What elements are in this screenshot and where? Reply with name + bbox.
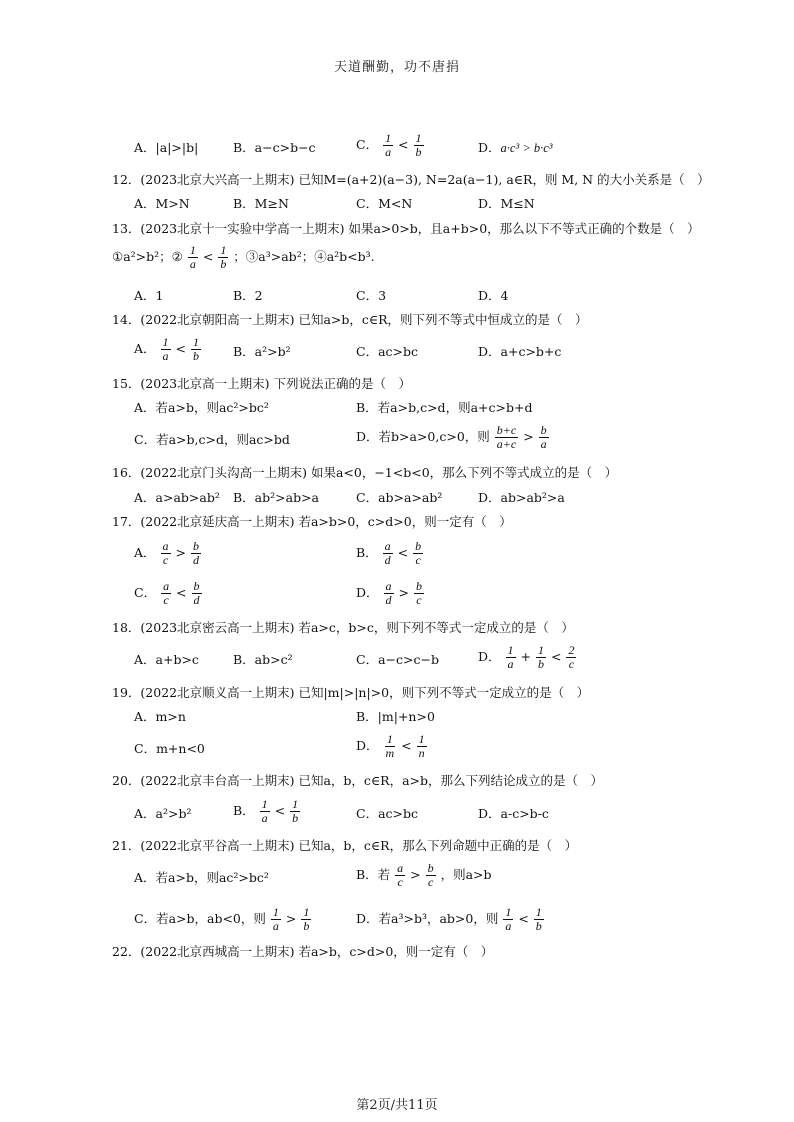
q18-option-c: C．a−c>c−b [356,652,439,667]
fraction: $\frac{1}{a}$ [272,905,279,933]
fraction: $\frac{b}{a}$ [540,423,547,451]
q20-stem: 20．(2022北京丰台高一上期末) 已知a，b，c∈R，a>b，那么下列结论成立的是（ ） [112,773,603,788]
fraction: $\frac{1}{m}$ [385,732,395,760]
q18-stem: 18．(2023北京密云高一上期末) 若a>c，b>c，则下列不等式一定成立的是（ ） [112,620,574,635]
q15-stem: 15．(2023北京高一上期末) 下列说法正确的是（ ） [112,376,411,391]
fraction: $\frac{2}{c}$ [568,643,575,671]
q17-option-d: D． $\frac{a}{d}$ > $\frac{b}{c}$ [356,579,422,607]
q12-option-b: B．M≥N [233,196,289,211]
q19-stem: 19．(2022北京顺义高一上期末) 已知|m|>|n|>0，则下列不等式一定成立的是（ ） [112,685,590,700]
fraction: $\frac{b}{d}$ [192,539,199,567]
q15-option-d: D．若b>a>0,c>0，则 $\frac{b+c}{a+c}$ > $\frac{b}{a}$ [356,423,547,451]
q21-option-b: B．若 $\frac{a}{c}$ > $\frac{b}{c}$ ，则a>b [356,861,492,889]
q17-option-c: C． $\frac{a}{c}$ < $\frac{b}{d}$ [134,579,200,607]
q14-option-a: A． $\frac{1}{a}$ < $\frac{1}{b}$ [134,335,199,363]
q12-stem: 12．(2023北京大兴高一上期末) 已知M=(a+2)(a−3), N=2a(a−1), a∈R，则 M, N 的大小关系是（ ） [112,172,710,187]
q17-option-b: B． $\frac{a}{d}$ < $\frac{b}{c}$ [356,539,422,567]
page-footer-number: 第2页/共11页 [356,1098,438,1113]
q16-option-b: B．ab²>ab>a [233,490,320,505]
fraction: $\frac{1}{a}$ [507,643,514,671]
fraction: $\frac{1}{a}$ [261,797,268,825]
q16-stem: 16．(2022北京门头沟高一上期末) 如果a<0，−1<b<0，那么下列不等式成立的是（ ） [112,465,618,480]
fraction: $\frac{a}{d}$ [384,539,391,567]
fraction: $\frac{1}{b}$ [220,243,227,271]
fraction: $\frac{b+c}{a+c}$ [496,423,517,451]
q19-option-c: C．m+n<0 [134,741,205,756]
q14-option-c: C．ac>bc [356,344,418,359]
q14-option-b: B．a²>b² [233,344,291,359]
fraction: $\frac{1}{b}$ [415,131,422,159]
fraction: $\frac{1}{b}$ [303,905,310,933]
q16-option-d: D．ab>ab²>a [478,490,565,505]
fraction: $\frac{1}{a}$ [505,905,512,933]
q11-option-a: A．|a|>|b| [134,140,199,155]
q13-stem: 13．(2023北京十一实验中学高一上期末) 如果a>0>b，且a+b>0，那么以下不等式正确的个数是（ ） [112,221,700,236]
q12-option-d: D．M≤N [478,196,535,211]
q11-option-d: D．a·c³ > b·c³ [478,140,553,155]
q16-option-a: A．a>ab>ab² [134,490,220,505]
fraction: $\frac{a}{c}$ [397,861,404,889]
q20-option-a: A．a²>b² [134,806,192,821]
fraction: $\frac{1}{a}$ [385,131,392,159]
fraction: $\frac{a}{d}$ [385,579,392,607]
fraction: $\frac{1}{b}$ [537,643,544,671]
q12-option-a: A．M>N [134,196,190,211]
fraction: $\frac{1}{n}$ [418,732,425,760]
q11-option-b: B．a−c>b−c [233,140,316,155]
q22-stem: 22．(2022北京西城高一上期末) 若a>b，c>d>0，则一定有（ ） [112,944,494,959]
q16-option-c: C．ab>a>ab² [356,490,443,505]
q13-statements: ①a²>b²；② $\frac{1}{a}$ < $\frac{1}{b}$ ；③a³>ab²；④a²b<b³. [112,243,375,271]
q19-option-b: B．|m|+n>0 [356,709,435,724]
q18-option-a: A．a+b>c [134,652,199,667]
q18-option-d: D． $\frac{1}{a}$ + $\frac{1}{b}$ < $\frac{2}{c}$ [478,643,575,671]
q19-option-d: D． $\frac{1}{m}$ < $\frac{1}{n}$ [356,732,425,760]
fraction: $\frac{a}{c}$ [162,539,169,567]
q13-option-c: C．3 [356,288,387,303]
q18-option-b: B．ab>c² [233,652,293,667]
q13-option-a: A．1 [134,288,164,303]
q13-option-b: B．2 [233,288,263,303]
q20-option-c: C．ac>bc [356,806,418,821]
fraction: $\frac{b}{c}$ [415,539,422,567]
fraction: $\frac{a}{c}$ [163,579,170,607]
q20-option-b: B． $\frac{1}{a}$ < $\frac{1}{b}$ [233,797,299,825]
q20-option-d: D．a-c>b-c [478,806,549,821]
q17-option-a: A． $\frac{a}{c}$ > $\frac{b}{d}$ [134,539,199,567]
fraction: $\frac{b}{c}$ [427,861,434,889]
q21-option-d: D．若a³>b³，ab>0，则 $\frac{1}{a}$ < $\frac{1}{b}$ [356,905,542,933]
q19-option-a: A．m>n [134,709,186,724]
q14-option-d: D．a+c>b+c [478,344,562,359]
q17-stem: 17．(2022北京延庆高一上期末) 若a>b>0，c>d>0，则一定有（ ） [112,514,512,529]
page-header-motto: 天道酬勤，功不唐捐 [333,60,460,75]
fraction: $\frac{1}{b}$ [192,335,199,363]
q12-option-c: C．M<N [356,196,413,211]
q13-option-d: D．4 [478,288,509,303]
fraction: $\frac{b}{c}$ [415,579,422,607]
fraction: $\frac{b}{d}$ [193,579,200,607]
q15-option-a: A．若a>b，则ac²>bc² [134,400,269,415]
q21-option-c: C．若a>b，ab<0，则 $\frac{1}{a}$ > $\frac{1}{b}$ [134,905,310,933]
q15-option-c: C．若a>b,c>d，则ac>bd [134,432,290,447]
q21-stem: 21．(2022北京平谷高一上期末) 已知a，b，c∈R，那么下列命题中正确的是（ ） [112,838,578,853]
q14-stem: 14．(2022北京朝阳高一上期末) 已知a>b，c∈R，则下列不等式中恒成立的是（ ） [112,312,588,327]
fraction: $\frac{1}{b}$ [292,797,299,825]
fraction: $\frac{1}{a}$ [162,335,169,363]
q21-option-a: A．若a>b，则ac²>bc² [134,870,269,885]
q15-option-b: B．若a>b,c>d，则a+c>b+d [356,400,533,415]
q11-option-c: C． $\frac{1}{a}$ < $\frac{1}{b}$ [356,131,422,159]
fraction: $\frac{1}{b}$ [535,905,542,933]
fraction: $\frac{1}{a}$ [189,243,196,271]
